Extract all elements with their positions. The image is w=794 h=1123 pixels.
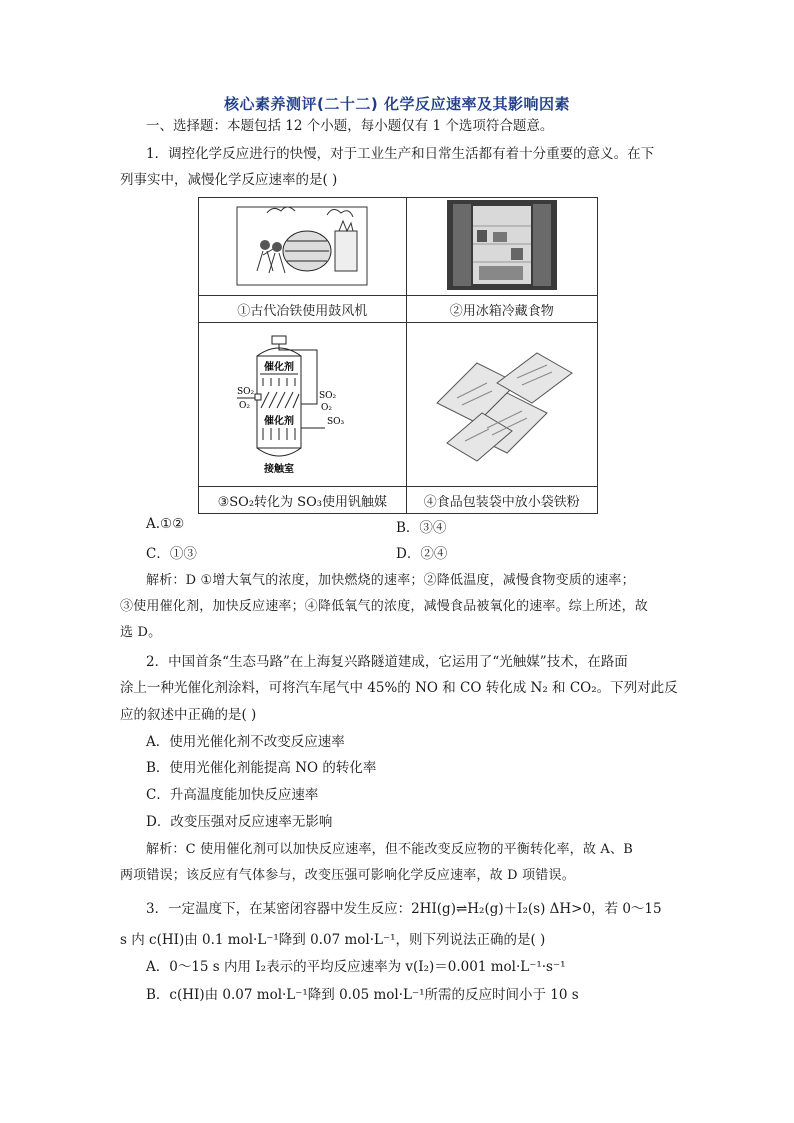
q1-option-a: A.①② [146,516,185,532]
chamber-label: 接触室 [264,463,295,475]
q2-solution-line1: 解析：C 使用催化剂可以加快反应速率，但不能改变反应物的平衡转化率，故 A、B [146,842,633,857]
q1-image-table [198,197,598,514]
q2-option-a: A．使用光催化剂不改变反应速率 [146,734,345,750]
q1-stem-line1: 1．调控化学反应进行的快慢，对于工业生产和日常生活都有着十分重要的意义。在下 [146,146,655,162]
q2-option-c: C．升高温度能加快反应速率 [146,787,319,803]
caption-3: ③SO₂转化为 SO₃使用钒触媒 [199,487,407,514]
catalyst-top-label: 催化剂 [264,361,295,373]
q3-option-a: A．0～15 s 内用 I₂表示的平均反应速率为 v(I₂)＝0.001 mol·L⁻¹·s⁻¹ [146,959,566,975]
iron-powder-image [406,323,597,487]
caption-2: ②用冰箱冷藏食物 [406,296,597,323]
return-o2-label: O₂ [321,402,333,413]
q1-solution-line1: 解析：D ①增大氧气的浓度，加快燃烧的速率；②降低温度，减慢食物变质的速率； [146,573,635,588]
inlet-o2-label: O₂ [239,400,251,411]
bellows-image [199,198,407,296]
page-title: 核心素养测评(二十二) 化学反应速率及其影响因素 [224,95,570,113]
q2-stem-line2: 涂上一种光催化剂涂料，可将汽车尾气中 45%的 NO 和 CO 转化成 N₂ 和 CO₂。下列对此反 [120,680,678,696]
q2-stem-line3: 应的叙述中正确的是( ) [120,707,257,723]
q2-option-d: D．改变压强对反应速率无影响 [146,814,333,830]
q2-solution-line2: 两项错误；该反应有气体参与，改变压强可影响化学反应速率，故 D 项错误。 [120,868,575,883]
q3-option-b: B．c(HI)由 0.07 mol·L⁻¹降到 0.05 mol·L⁻¹所需的反应时间小于 10 s [146,987,579,1003]
inlet-so2-label: SO₂ [237,386,255,397]
q2-option-b: B．使用光催化剂能提高 NO 的转化率 [146,760,377,776]
q1-stem-line2: 列事实中，减慢化学反应速率的是( ) [120,172,338,188]
refrigerator-image [406,198,597,296]
q2-stem-line1: 2．中国首条“生态马路”在上海复兴路隧道建成，它运用了“光触媒”技术，在路面 [146,654,628,670]
q1-option-c: C．①③ [146,546,197,562]
iron-powder-packets [427,343,577,463]
q1-solution-line3: 选 D。 [120,625,162,640]
contact-chamber-diagram [199,323,407,487]
catalyst-bottom-label: 催化剂 [264,415,295,427]
section-heading: 一、选择题：本题包括 12 个小题，每小题仅有 1 个选项符合题意。 [146,118,554,134]
q1-solution-line2: ③使用催化剂，加快反应速率；④降低氧气的浓度，减慢食品被氧化的速率。综上所述，故 [120,599,649,614]
contact-chamber-svg [227,328,377,478]
caption-1: ①古代冶铁使用鼓风机 [199,296,407,323]
q3-stem-line1: 3．一定温度下，在某密闭容器中发生反应：2HI(g)⇌H₂(g)＋I₂(s) ΔH>0，若 0～15 [146,901,662,917]
bellows-illustration [227,201,377,289]
q3-stem-line2: s 内 c(HI)由 0.1 mol·L⁻¹降到 0.07 mol·L⁻¹，则下列说法正确的是( ) [120,932,546,948]
outlet-so3-label: SO₃ [327,416,345,427]
refrigerator-photo [447,200,557,290]
q1-option-b: B．③④ [396,520,447,536]
caption-4: ④食品包装袋中放小袋铁粉 [406,487,597,514]
return-so2-label: SO₂ [319,390,337,401]
q1-option-d: D．②④ [396,546,448,562]
